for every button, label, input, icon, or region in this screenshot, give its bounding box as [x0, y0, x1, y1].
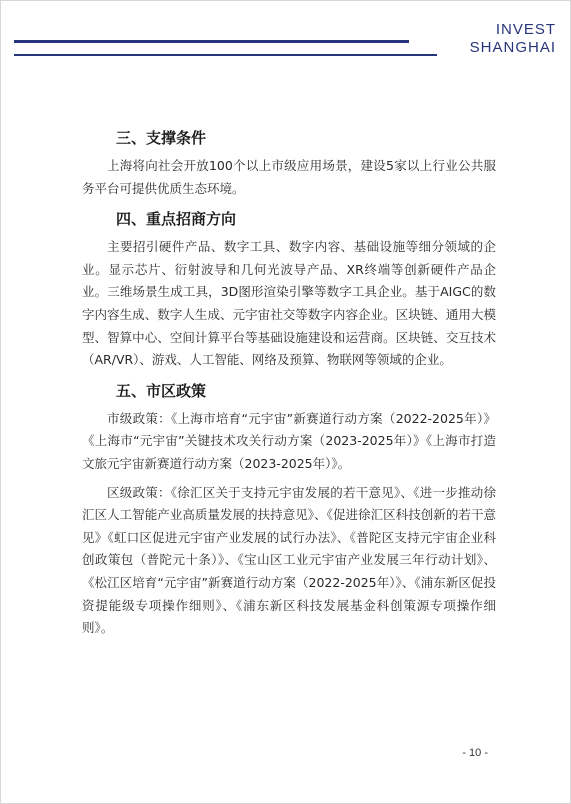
header-rule-bottom — [14, 54, 437, 56]
section-heading-investment-direction: 四、重点招商方向 — [116, 210, 237, 229]
section-heading-policies: 五、市区政策 — [116, 381, 207, 400]
header-rule-top — [14, 40, 409, 43]
paragraph-investment-direction: 主要招引硬件产品、数字工具、数字内容、基础设施等细分领域的企业。显示芯片、衍射波导和几何光波导产品、XR终端等创新硬件产品企业。三维场景生成工具，3D图形渲染引擎等数字工具企业。基于AIGC的数字内容生成、数字人生成、元宇宙社交等数字内容企业。区块链、通用大模型、智算中心、空间计算平台等基础设施建设和运营商。区块链、交互技术（AR/VR）、游戏、人工智能、网络及预算、物联网等领域的企业。 — [82, 239, 496, 368]
page-number: - 10 - — [462, 747, 488, 759]
brand-logo — [470, 21, 556, 57]
section-heading-support: 三、支撑条件 — [116, 129, 207, 147]
document-body — [82, 127, 496, 640]
paragraph-city-policies: 市级政策：《上海市培育“元宇宙”新赛道行动方案（2022-2025年）》《上海市“元宇宙”关键技术攻关行动方案（2023-2025年）》《上海市打造文旅元宇宙新赛道行动方案（2023-2025年）》。 — [82, 410, 496, 471]
brand-line-2: SHANGHAI — [469, 39, 556, 56]
paragraph-district-policies: 区级政策：《徐汇区关于支持元宇宙发展的若干意见》、《进一步推动徐汇区人工智能产业高质量发展的扶持意见》、《促进徐汇区科技创新的若干意见》《虹口区促进元宇宙产业发展的试行办法》、《普陀区支持元宇宙企业科创政策包（普陀元十条）》、《宝山区工业元宇宙产业发展三年行动计划》、《松江区培育“元宇宙”新赛道行动方案（2022-2025年）》、《浦东新区促投资提能级专项操作细则》、《浦东新区科技发展基金科创策源专项操作细则》。 — [82, 484, 496, 636]
brand-line-1: INVEST — [495, 21, 556, 38]
paragraph-support: 上海将向社会开放100个以上市级应用场景，建设5家以上行业公共服务平台可提供优质生态环境。 — [82, 158, 496, 196]
